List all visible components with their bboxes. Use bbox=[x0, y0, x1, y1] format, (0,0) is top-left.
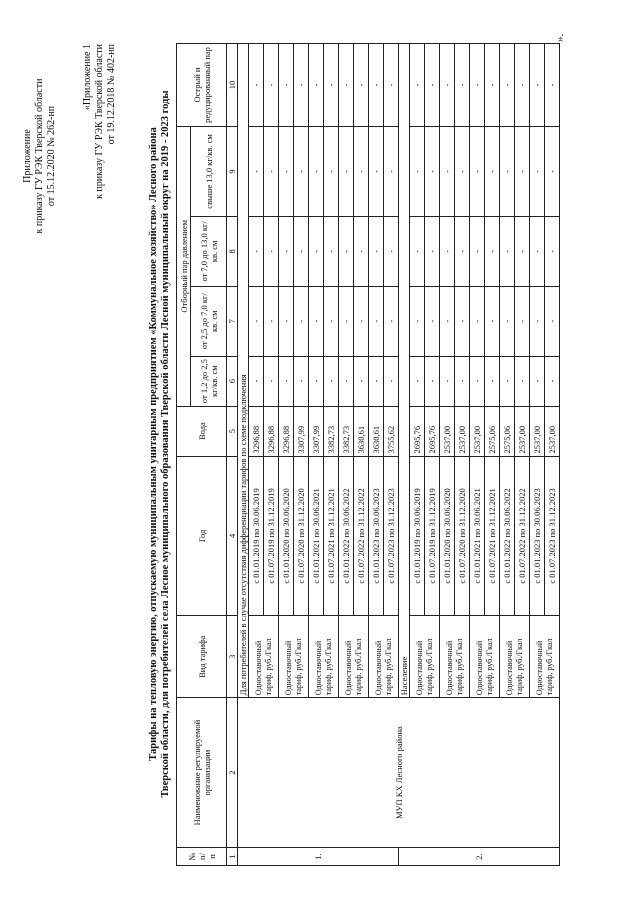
empty-value: - bbox=[309, 127, 324, 217]
empty-value: - bbox=[455, 44, 470, 127]
period: с 01.07.2020 по 31.12.2020 bbox=[294, 456, 309, 616]
empty-value: - bbox=[500, 216, 515, 286]
water-value: 2537,00 bbox=[455, 406, 470, 456]
column-index-cell: 7 bbox=[227, 286, 238, 356]
empty-value: - bbox=[545, 216, 560, 286]
tariff-type: Одноставочный тариф, руб./Гкал bbox=[279, 616, 309, 698]
empty-value: - bbox=[264, 216, 279, 286]
tariff-type: Одноставочный тариф, руб./Гкал bbox=[440, 616, 470, 698]
empty-value: - bbox=[369, 127, 384, 217]
empty-value: - bbox=[309, 44, 324, 127]
empty-value: - bbox=[530, 356, 545, 406]
col-steam-group-header: Отборный пар давлением bbox=[177, 127, 191, 407]
empty-value: - bbox=[354, 44, 369, 127]
empty-value: - bbox=[545, 44, 560, 127]
empty-value: - bbox=[264, 127, 279, 217]
empty-value: - bbox=[339, 356, 354, 406]
empty-value: - bbox=[500, 286, 515, 356]
appendix1-header-line1: «Приложение 1 bbox=[82, 44, 93, 111]
period: с 01.01.2019 по 30.06.2019 bbox=[249, 456, 264, 616]
tariff-table bbox=[176, 43, 560, 866]
empty-value: - bbox=[515, 356, 530, 406]
empty-value: - bbox=[369, 216, 384, 286]
empty-value: - bbox=[485, 286, 500, 356]
water-value: 2575,06 bbox=[500, 406, 515, 456]
period: с 01.07.2021 по 31.12.2021 bbox=[485, 456, 500, 616]
empty-value: - bbox=[440, 216, 455, 286]
column-index-cell: 5 bbox=[227, 406, 238, 456]
empty-value: - bbox=[485, 44, 500, 127]
empty-value: - bbox=[324, 127, 339, 217]
water-value: 3296,88 bbox=[279, 406, 294, 456]
empty-value: - bbox=[485, 127, 500, 217]
col-num-header: № п/ п bbox=[177, 848, 227, 866]
document-title bbox=[148, 24, 172, 864]
column-index-cell: 2 bbox=[227, 698, 238, 848]
empty-value: - bbox=[339, 127, 354, 217]
tariff-table-body bbox=[238, 44, 560, 866]
empty-value: - bbox=[249, 216, 264, 286]
water-value: 2695,76 bbox=[410, 406, 425, 456]
col-sharp-header: Острый и редуцированный пар bbox=[177, 44, 227, 127]
period: с 01.01.2022 по 30.06.2022 bbox=[500, 456, 515, 616]
period: с 01.07.2022 по 31.12.2022 bbox=[515, 456, 530, 616]
empty-value: - bbox=[455, 216, 470, 286]
tariff-type: Одноставочный тариф, руб./Гкал bbox=[470, 616, 500, 698]
col-year-header: Год bbox=[177, 456, 227, 616]
period: с 01.07.2019 по 31.12.2019 bbox=[425, 456, 440, 616]
empty-value: - bbox=[470, 356, 485, 406]
tariff-type: Одноставочный тариф, руб./Гкал bbox=[530, 616, 560, 698]
empty-value: - bbox=[279, 356, 294, 406]
empty-value: - bbox=[384, 127, 399, 217]
period: с 01.01.2020 по 30.06.2020 bbox=[279, 456, 294, 616]
appendix-header bbox=[22, 56, 58, 256]
empty-value: - bbox=[384, 44, 399, 127]
section-label: Для потребителей в случае отсутствия дифференциации тарифов по схеме подключения bbox=[238, 44, 249, 698]
empty-value: - bbox=[455, 127, 470, 217]
empty-value: - bbox=[384, 286, 399, 356]
empty-value: - bbox=[279, 216, 294, 286]
empty-value: - bbox=[515, 127, 530, 217]
water-value: 2537,00 bbox=[530, 406, 545, 456]
tariff-type: Одноставочный тариф, руб./Гкал bbox=[369, 616, 399, 698]
empty-value: - bbox=[410, 127, 425, 217]
column-index-cell: 6 bbox=[227, 356, 238, 406]
period: с 01.01.2019 по 30.06.2019 bbox=[410, 456, 425, 616]
empty-value: - bbox=[279, 286, 294, 356]
period: с 01.01.2022 по 30.06.2022 bbox=[339, 456, 354, 616]
empty-value: - bbox=[324, 286, 339, 356]
empty-value: - bbox=[384, 356, 399, 406]
empty-value: - bbox=[515, 216, 530, 286]
empty-value: - bbox=[309, 356, 324, 406]
empty-value: - bbox=[294, 356, 309, 406]
water-value: 3307,99 bbox=[309, 406, 324, 456]
section-label: Население bbox=[399, 44, 410, 698]
empty-value: - bbox=[530, 216, 545, 286]
empty-value: - bbox=[425, 216, 440, 286]
period: с 01.01.2021 по 30.06.2021 bbox=[309, 456, 324, 616]
empty-value: - bbox=[249, 44, 264, 127]
empty-value: - bbox=[485, 356, 500, 406]
column-index-cell: 10 bbox=[227, 44, 238, 127]
empty-value: - bbox=[425, 44, 440, 127]
empty-value: - bbox=[440, 286, 455, 356]
empty-value: - bbox=[294, 44, 309, 127]
empty-value: - bbox=[339, 44, 354, 127]
empty-value: - bbox=[249, 127, 264, 217]
empty-value: - bbox=[279, 44, 294, 127]
empty-value: - bbox=[369, 286, 384, 356]
period: с 01.01.2021 по 30.06.2021 bbox=[470, 456, 485, 616]
column-index-row bbox=[227, 44, 238, 866]
appendix1-header-line3: от 19.12.2018 № 402-нп bbox=[106, 44, 117, 145]
empty-value: - bbox=[410, 216, 425, 286]
tariff-type: Одноставочный тариф, руб./Гкал bbox=[339, 616, 369, 698]
period: с 01.07.2022 по 31.12.2022 bbox=[354, 456, 369, 616]
empty-value: - bbox=[530, 286, 545, 356]
empty-value: - bbox=[384, 216, 399, 286]
empty-value: - bbox=[410, 286, 425, 356]
column-index-cell: 4 bbox=[227, 456, 238, 616]
empty-value: - bbox=[470, 216, 485, 286]
appendix1-header-line2: к приказу ГУ РЭК Тверской области bbox=[94, 44, 105, 199]
empty-value: - bbox=[339, 216, 354, 286]
empty-value: - bbox=[545, 286, 560, 356]
period: с 01.07.2020 по 31.12.2020 bbox=[455, 456, 470, 616]
water-value: 3382,73 bbox=[324, 406, 339, 456]
water-value: 2537,00 bbox=[515, 406, 530, 456]
empty-value: - bbox=[440, 356, 455, 406]
empty-value: - bbox=[264, 44, 279, 127]
empty-value: - bbox=[264, 356, 279, 406]
water-value: 3307,99 bbox=[294, 406, 309, 456]
empty-value: - bbox=[324, 44, 339, 127]
col-p2-header: от 2,5 до 7,0 кг/кв. см bbox=[191, 286, 227, 356]
empty-value: - bbox=[309, 216, 324, 286]
empty-value: - bbox=[354, 286, 369, 356]
period: с 01.07.2023 по 31.12.2023 bbox=[384, 456, 399, 616]
empty-value: - bbox=[249, 356, 264, 406]
empty-value: - bbox=[294, 216, 309, 286]
empty-value: - bbox=[339, 286, 354, 356]
col-water-header: Вода bbox=[177, 406, 227, 456]
section-row bbox=[238, 44, 249, 866]
empty-value: - bbox=[530, 127, 545, 217]
empty-value: - bbox=[354, 216, 369, 286]
period: с 01.01.2023 по 30.06.2023 bbox=[530, 456, 545, 616]
col-p3-header: от 7,0 до 13,0 кг/кв. см bbox=[191, 216, 227, 286]
appendix1-header bbox=[82, 44, 118, 244]
title-line2: Тверской области, для потребителей села Лесное муниципального образования Тверской области Лесной муниципальный округ на 2019 - 2023 годы bbox=[160, 90, 171, 798]
period: с 01.07.2019 по 31.12.2019 bbox=[264, 456, 279, 616]
empty-value: - bbox=[485, 216, 500, 286]
tariff-type: Одноставочный тариф, руб./Гкал bbox=[500, 616, 530, 698]
empty-value: - bbox=[425, 356, 440, 406]
empty-value: - bbox=[354, 127, 369, 217]
empty-value: - bbox=[470, 286, 485, 356]
water-value: 2575,06 bbox=[485, 406, 500, 456]
appendix-header-line3: от 15.12.2020 № 262-нп bbox=[46, 105, 57, 207]
empty-value: - bbox=[500, 356, 515, 406]
tariff-type: Одноставочный тариф, руб./Гкал bbox=[249, 616, 279, 698]
period: с 01.01.2020 по 30.06.2020 bbox=[440, 456, 455, 616]
empty-value: - bbox=[264, 286, 279, 356]
empty-value: - bbox=[500, 127, 515, 217]
empty-value: - bbox=[530, 44, 545, 127]
empty-value: - bbox=[500, 44, 515, 127]
column-index-cell: 8 bbox=[227, 216, 238, 286]
empty-value: - bbox=[470, 44, 485, 127]
tariff-type: Одноставочный тариф, руб./Гкал bbox=[410, 616, 440, 698]
empty-value: - bbox=[294, 286, 309, 356]
empty-value: - bbox=[425, 286, 440, 356]
empty-value: - bbox=[354, 356, 369, 406]
water-value: 3382,73 bbox=[339, 406, 354, 456]
section-number: 1. bbox=[238, 848, 399, 866]
empty-value: - bbox=[515, 286, 530, 356]
water-value: 3630,61 bbox=[369, 406, 384, 456]
water-value: 3755,62 bbox=[384, 406, 399, 456]
col-p1-header: от 1,2 до 2,5 кг/кв. см bbox=[191, 356, 227, 406]
empty-value: - bbox=[410, 44, 425, 127]
empty-value: - bbox=[410, 356, 425, 406]
column-index-cell: 1 bbox=[227, 848, 238, 866]
tariff-type: Одноставочный тариф, руб./Гкал bbox=[309, 616, 339, 698]
empty-value: - bbox=[425, 127, 440, 217]
empty-value: - bbox=[545, 127, 560, 217]
water-value: 3296,88 bbox=[264, 406, 279, 456]
appendix-header-line1: Приложение bbox=[22, 129, 33, 183]
section-number: 2. bbox=[399, 848, 560, 866]
empty-value: - bbox=[294, 127, 309, 217]
period: с 01.01.2023 по 30.06.2023 bbox=[369, 456, 384, 616]
water-value: 3630,61 bbox=[354, 406, 369, 456]
title-line1: Тарифы на тепловую энергию, отпускаемую муниципальным унитарным предприятием «Коммунальное хозяйство» Лесного района bbox=[148, 127, 159, 761]
empty-value: - bbox=[545, 356, 560, 406]
appendix-header-line2: к приказу ГУ РЭК Тверской области bbox=[34, 78, 45, 234]
water-value: 2537,00 bbox=[545, 406, 560, 456]
empty-value: - bbox=[455, 286, 470, 356]
empty-value: - bbox=[369, 356, 384, 406]
empty-value: - bbox=[470, 127, 485, 217]
water-value: 2695,76 bbox=[425, 406, 440, 456]
column-index-cell: 9 bbox=[227, 127, 238, 217]
col-org-header: Наименование регулируемой организации bbox=[177, 698, 227, 848]
col-type-header: Вид тарифа bbox=[177, 616, 227, 698]
empty-value: - bbox=[324, 216, 339, 286]
water-value: 2537,00 bbox=[440, 406, 455, 456]
organization-name: МУП КХ Лесного района bbox=[238, 698, 560, 848]
closing-quote: ». bbox=[554, 33, 566, 42]
period: с 01.07.2021 по 31.12.2021 bbox=[324, 456, 339, 616]
column-index-cell: 3 bbox=[227, 616, 238, 698]
empty-value: - bbox=[249, 286, 264, 356]
water-value: 2537,00 bbox=[470, 406, 485, 456]
empty-value: - bbox=[279, 127, 294, 217]
empty-value: - bbox=[515, 44, 530, 127]
empty-value: - bbox=[309, 286, 324, 356]
empty-value: - bbox=[369, 44, 384, 127]
water-value: 3296,88 bbox=[249, 406, 264, 456]
empty-value: - bbox=[440, 44, 455, 127]
empty-value: - bbox=[324, 356, 339, 406]
period: с 01.07.2023 по 31.12.2023 bbox=[545, 456, 560, 616]
empty-value: - bbox=[455, 356, 470, 406]
empty-value: - bbox=[440, 127, 455, 217]
col-p4-header: свыше 13,0 кг/кв. см bbox=[191, 127, 227, 217]
